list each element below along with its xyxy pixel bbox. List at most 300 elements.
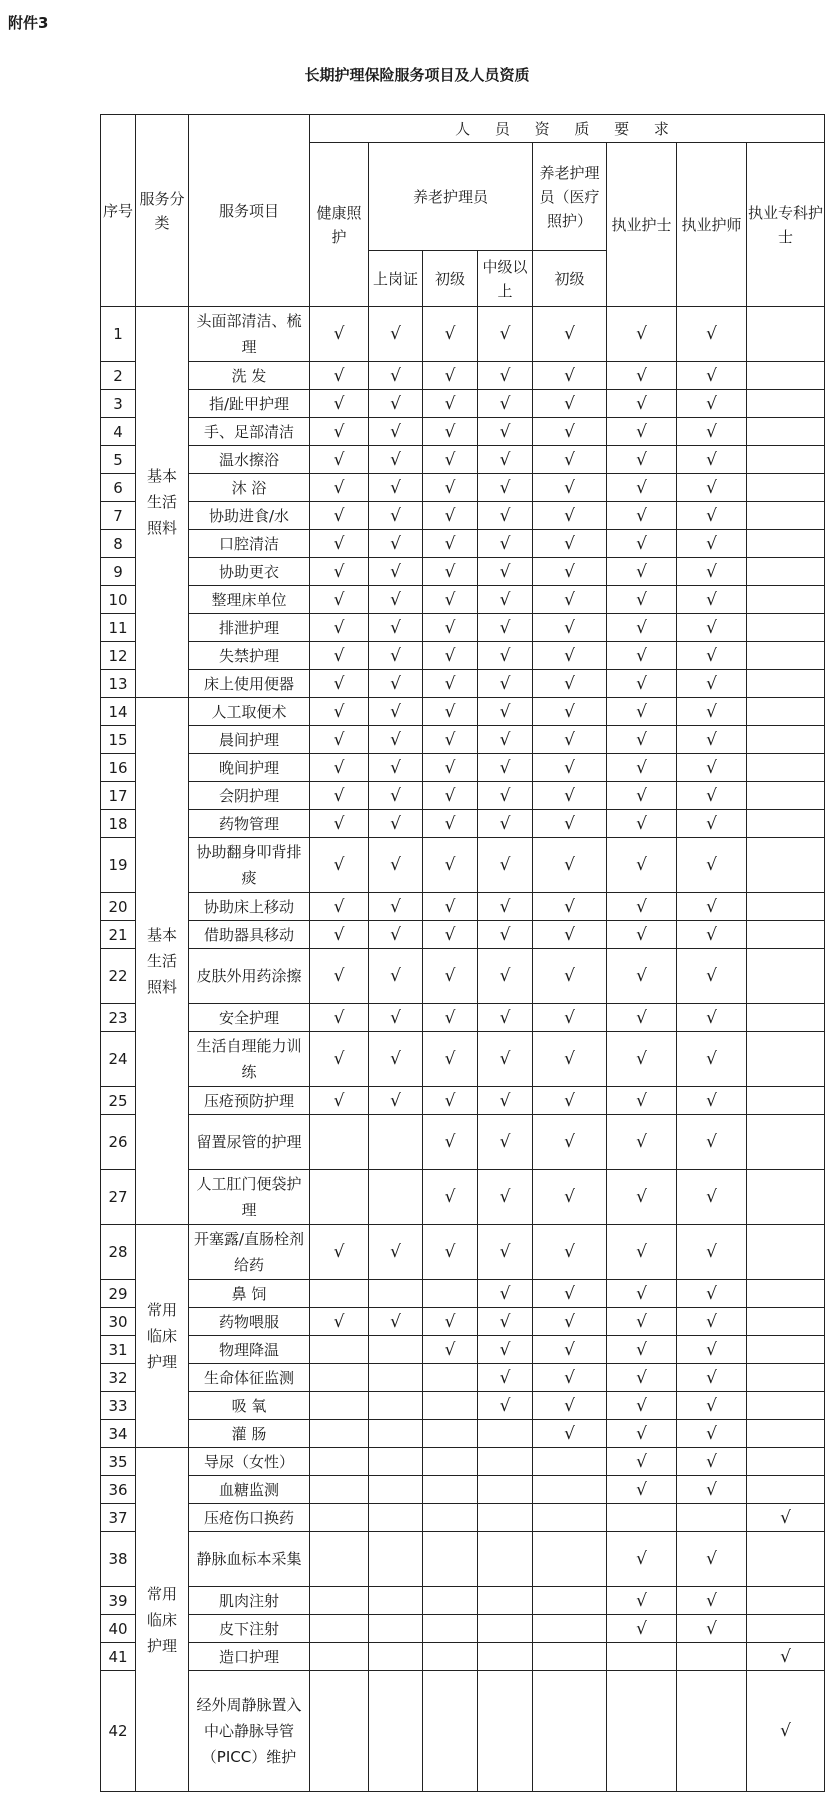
check-mark-icon: √ [564, 966, 575, 986]
qualification-cell [607, 1115, 677, 1170]
check-mark-icon: √ [636, 365, 647, 386]
row-number: 31 [101, 1336, 136, 1364]
qualification-cell [533, 1225, 607, 1280]
service-item: 借助器具移动 [189, 921, 310, 949]
qualification-cell [310, 1671, 369, 1792]
qualification-cell [607, 362, 677, 390]
qualification-cell [533, 1364, 607, 1392]
row-number: 24 [101, 1032, 136, 1087]
table-row [101, 1615, 825, 1643]
attachment-label: 附件3 [8, 14, 49, 32]
service-item: 沐 浴 [189, 474, 310, 502]
qualification-cell [607, 1420, 677, 1448]
check-mark-icon: √ [636, 673, 647, 694]
check-mark-icon: √ [499, 673, 511, 694]
check-mark-icon: √ [636, 966, 647, 986]
qualification-cell [478, 1225, 533, 1280]
qualification-cell [369, 1280, 423, 1308]
qualification-cell [423, 1448, 478, 1476]
table-row [101, 1448, 825, 1476]
qualification-cell [533, 921, 607, 949]
header-seq: 序号 [101, 115, 136, 307]
check-mark-icon: √ [499, 1090, 511, 1111]
check-mark-icon: √ [444, 449, 456, 470]
category-cell: 常用临床护理 [136, 1448, 189, 1792]
check-mark-icon: √ [499, 449, 511, 470]
qualification-cell [310, 1280, 369, 1308]
service-item: 静脉血标本采集 [189, 1532, 310, 1587]
check-mark-icon: √ [636, 561, 647, 582]
check-mark-icon: √ [444, 1242, 456, 1262]
qualification-cell [747, 1032, 825, 1087]
check-mark-icon: √ [636, 729, 647, 750]
check-mark-icon: √ [636, 785, 647, 806]
qualification-cell [423, 949, 478, 1004]
check-mark-icon: √ [444, 1132, 456, 1152]
qualification-cell [423, 1280, 478, 1308]
table-row [101, 1587, 825, 1615]
check-mark-icon: √ [706, 1423, 717, 1444]
qualification-cell [423, 614, 478, 642]
check-mark-icon: √ [333, 1311, 345, 1332]
qualification-cell [478, 1032, 533, 1087]
qualification-cell [423, 1420, 478, 1448]
qualification-cell [607, 670, 677, 698]
service-item: 压疮伤口换药 [189, 1504, 310, 1532]
table-row [101, 1532, 825, 1587]
service-item: 晚间护理 [189, 754, 310, 782]
qualification-cell [677, 754, 747, 782]
qualification-cell [607, 530, 677, 558]
qualification-cell [747, 530, 825, 558]
qualification-cell [747, 1392, 825, 1420]
qualification-cell [747, 418, 825, 446]
service-item: 造口护理 [189, 1643, 310, 1671]
qualification-cell [478, 558, 533, 586]
check-mark-icon: √ [390, 896, 401, 917]
qualification-cell [747, 1671, 825, 1792]
qualification-cell [369, 1170, 423, 1225]
qualification-cell [533, 307, 607, 362]
row-number: 30 [101, 1308, 136, 1336]
qualification-cell [677, 782, 747, 810]
qualification-cell [310, 1170, 369, 1225]
check-mark-icon: √ [706, 1367, 717, 1388]
check-mark-icon: √ [390, 421, 401, 442]
header-requirements: 人 员 资 质 要 求 [310, 115, 825, 143]
qualification-cell [478, 670, 533, 698]
qualification-cell [369, 614, 423, 642]
qualification-cell [607, 1587, 677, 1615]
check-mark-icon: √ [636, 1187, 647, 1207]
qualification-cell [677, 1225, 747, 1280]
qualification-cell [607, 949, 677, 1004]
row-number: 4 [101, 418, 136, 446]
qualification-cell [369, 838, 423, 893]
check-mark-icon: √ [564, 365, 575, 386]
qualification-cell [369, 1615, 423, 1643]
qualification-cell [747, 838, 825, 893]
qualification-cell [423, 642, 478, 670]
check-mark-icon: √ [564, 1367, 575, 1388]
check-mark-icon: √ [444, 757, 456, 778]
check-mark-icon: √ [499, 855, 511, 875]
check-mark-icon: √ [780, 1721, 791, 1741]
qualification-cell [677, 1671, 747, 1792]
service-item: 人工肛门便袋护理 [189, 1170, 310, 1225]
service-item: 药物喂服 [189, 1308, 310, 1336]
check-mark-icon: √ [444, 589, 456, 610]
check-mark-icon: √ [444, 785, 456, 806]
check-mark-icon: √ [564, 1187, 575, 1207]
qualification-cell [533, 362, 607, 390]
check-mark-icon: √ [499, 477, 511, 498]
qualification-cell [607, 614, 677, 642]
qualification-cell [677, 893, 747, 921]
qualification-cell [310, 1615, 369, 1643]
check-mark-icon: √ [706, 617, 717, 638]
header-practicing-nurse: 执业护士 [607, 143, 677, 307]
qualification-cell [310, 1225, 369, 1280]
check-mark-icon: √ [499, 505, 511, 526]
check-mark-icon: √ [333, 1242, 345, 1262]
header-item: 服务项目 [189, 115, 310, 307]
check-mark-icon: √ [333, 393, 345, 414]
check-mark-icon: √ [706, 1242, 717, 1262]
qualification-cell [423, 754, 478, 782]
qualification-cell [478, 1420, 533, 1448]
qualification-cell [747, 810, 825, 838]
service-item: 安全护理 [189, 1004, 310, 1032]
check-mark-icon: √ [706, 365, 717, 386]
check-mark-icon: √ [444, 1049, 456, 1069]
qualification-cell [747, 1170, 825, 1225]
check-mark-icon: √ [706, 505, 717, 526]
check-mark-icon: √ [499, 757, 511, 778]
qualification-cell [677, 670, 747, 698]
qualification-cell [607, 893, 677, 921]
qualification-cell [747, 726, 825, 754]
qualification-cell [310, 698, 369, 726]
qualification-cell [533, 838, 607, 893]
check-mark-icon: √ [636, 1395, 647, 1416]
qualification-cell [607, 446, 677, 474]
check-mark-icon: √ [333, 896, 345, 917]
check-mark-icon: √ [564, 1283, 575, 1304]
qualification-cell [533, 530, 607, 558]
check-mark-icon: √ [564, 645, 575, 666]
qualification-cell [747, 1308, 825, 1336]
service-item: 手、足部清洁 [189, 418, 310, 446]
service-item: 皮下注射 [189, 1615, 310, 1643]
check-mark-icon: √ [390, 966, 401, 986]
service-item: 留置尿管的护理 [189, 1115, 310, 1170]
check-mark-icon: √ [333, 505, 345, 526]
table-row [101, 754, 825, 782]
check-mark-icon: √ [333, 729, 345, 750]
check-mark-icon: √ [499, 1395, 511, 1416]
service-item: 导尿（女性） [189, 1448, 310, 1476]
qualification-cell [478, 726, 533, 754]
check-mark-icon: √ [333, 966, 345, 986]
qualification-cell [533, 1032, 607, 1087]
check-mark-icon: √ [706, 421, 717, 442]
qualification-cell [747, 1532, 825, 1587]
check-mark-icon: √ [333, 785, 345, 806]
check-mark-icon: √ [333, 1090, 345, 1111]
check-mark-icon: √ [636, 1007, 647, 1028]
qualification-cell [369, 726, 423, 754]
qualification-cell [607, 810, 677, 838]
service-item: 鼻 饲 [189, 1280, 310, 1308]
qualification-cell [423, 1504, 478, 1532]
qualification-cell [310, 1115, 369, 1170]
row-number: 38 [101, 1532, 136, 1587]
check-mark-icon: √ [706, 561, 717, 582]
qualification-cell [533, 1448, 607, 1476]
table-row [101, 502, 825, 530]
qualification-cell [677, 1476, 747, 1504]
check-mark-icon: √ [390, 673, 401, 694]
qualification-cell [533, 1087, 607, 1115]
check-mark-icon: √ [706, 729, 717, 750]
check-mark-icon: √ [444, 855, 456, 875]
check-mark-icon: √ [636, 505, 647, 526]
qualification-cell [478, 1308, 533, 1336]
header-health-care-aide: 健康照护 [310, 143, 369, 307]
qualification-cell [607, 642, 677, 670]
check-mark-icon: √ [564, 673, 575, 694]
check-mark-icon: √ [444, 813, 456, 834]
category-cell: 基本生活照料 [136, 307, 189, 698]
qualification-cell [747, 558, 825, 586]
table-row [101, 446, 825, 474]
check-mark-icon: √ [564, 1423, 575, 1444]
qualification-cell [478, 1115, 533, 1170]
qualification-cell [423, 1364, 478, 1392]
check-mark-icon: √ [636, 757, 647, 778]
qualification-cell [423, 921, 478, 949]
check-mark-icon: √ [706, 1007, 717, 1028]
qualification-cell [677, 446, 747, 474]
check-mark-icon: √ [564, 1007, 575, 1028]
check-mark-icon: √ [564, 617, 575, 638]
check-mark-icon: √ [390, 645, 401, 666]
qualification-cell [607, 921, 677, 949]
qualification-cell [533, 390, 607, 418]
check-mark-icon: √ [390, 393, 401, 414]
check-mark-icon: √ [390, 449, 401, 470]
qualification-cell [369, 698, 423, 726]
check-mark-icon: √ [333, 757, 345, 778]
qualification-cell [533, 474, 607, 502]
service-item: 整理床单位 [189, 586, 310, 614]
qualification-cell [369, 362, 423, 390]
check-mark-icon: √ [636, 1451, 647, 1472]
check-mark-icon: √ [499, 966, 511, 986]
row-number: 42 [101, 1671, 136, 1792]
check-mark-icon: √ [390, 757, 401, 778]
qualification-cell [747, 1615, 825, 1643]
check-mark-icon: √ [333, 855, 345, 875]
qualification-cell [533, 1004, 607, 1032]
check-mark-icon: √ [564, 729, 575, 750]
qualification-cell [423, 1115, 478, 1170]
qualification-cell [423, 586, 478, 614]
qualification-cell [607, 1504, 677, 1532]
qualification-cell [423, 1225, 478, 1280]
qualification-cell [423, 530, 478, 558]
service-item: 生活自理能力训练 [189, 1032, 310, 1087]
row-number: 1 [101, 307, 136, 362]
check-mark-icon: √ [499, 324, 511, 344]
qualification-cell [369, 1364, 423, 1392]
qualification-cell [423, 390, 478, 418]
qualification-cell [607, 474, 677, 502]
qualification-cell [607, 1671, 677, 1792]
qualification-cell [747, 1476, 825, 1504]
check-mark-icon: √ [333, 813, 345, 834]
check-mark-icon: √ [706, 1451, 717, 1472]
check-mark-icon: √ [499, 365, 511, 386]
row-number: 9 [101, 558, 136, 586]
table-row [101, 1115, 825, 1170]
check-mark-icon: √ [564, 589, 575, 610]
check-mark-icon: √ [706, 896, 717, 917]
qualification-cell [607, 754, 677, 782]
table-row [101, 642, 825, 670]
table-row [101, 614, 825, 642]
row-number: 17 [101, 782, 136, 810]
qualification-cell [677, 1504, 747, 1532]
qualification-cell [677, 1170, 747, 1225]
check-mark-icon: √ [636, 1049, 647, 1069]
row-number: 36 [101, 1476, 136, 1504]
qualification-cell [747, 1504, 825, 1532]
check-mark-icon: √ [636, 1590, 647, 1611]
qualification-cell [607, 502, 677, 530]
qualification-cell [533, 642, 607, 670]
qualification-cell [478, 949, 533, 1004]
service-item: 头面部清洁、梳理 [189, 307, 310, 362]
check-mark-icon: √ [499, 1132, 511, 1152]
check-mark-icon: √ [636, 1549, 647, 1569]
header-specialist-nurse: 执业专科护士 [747, 143, 825, 307]
table-row [101, 1671, 825, 1792]
row-number: 28 [101, 1225, 136, 1280]
qualification-cell [533, 614, 607, 642]
qualification-cell [533, 558, 607, 586]
qualification-cell [310, 307, 369, 362]
qualification-cell [369, 1225, 423, 1280]
row-number: 12 [101, 642, 136, 670]
qualification-cell [478, 1643, 533, 1671]
check-mark-icon: √ [390, 855, 401, 875]
check-mark-icon: √ [564, 1132, 575, 1152]
service-item: 指/趾甲护理 [189, 390, 310, 418]
qualification-cell [423, 1587, 478, 1615]
check-mark-icon: √ [564, 421, 575, 442]
qualification-cell [369, 754, 423, 782]
check-mark-icon: √ [564, 924, 575, 945]
qualification-cell [369, 1532, 423, 1587]
qualification-cell [310, 670, 369, 698]
check-mark-icon: √ [636, 449, 647, 470]
check-mark-icon: √ [444, 617, 456, 638]
check-mark-icon: √ [636, 1339, 647, 1360]
check-mark-icon: √ [499, 729, 511, 750]
service-item: 洗 发 [189, 362, 310, 390]
check-mark-icon: √ [636, 1423, 647, 1444]
qualification-cell [607, 1032, 677, 1087]
qualification-cell [478, 1170, 533, 1225]
check-mark-icon: √ [706, 1339, 717, 1360]
check-mark-icon: √ [636, 1283, 647, 1304]
qualification-cell [478, 1504, 533, 1532]
header-sub-junior-medical: 初级 [533, 251, 607, 307]
check-mark-icon: √ [499, 1367, 511, 1388]
check-mark-icon: √ [499, 561, 511, 582]
qualification-cell [607, 1615, 677, 1643]
table-row [101, 418, 825, 446]
check-mark-icon: √ [564, 1339, 575, 1360]
check-mark-icon: √ [390, 1007, 401, 1028]
qualification-cell [533, 1587, 607, 1615]
document-title: 长期护理保险服务项目及人员资质 [304, 66, 530, 84]
qualification-cell [423, 1336, 478, 1364]
check-mark-icon: √ [390, 561, 401, 582]
qualification-cell [747, 1643, 825, 1671]
qualification-cell [747, 921, 825, 949]
qualification-cell [533, 782, 607, 810]
qualification-cell [747, 1420, 825, 1448]
qualification-cell [369, 530, 423, 558]
qualification-cell [478, 893, 533, 921]
qualification-cell [369, 642, 423, 670]
row-number: 6 [101, 474, 136, 502]
check-mark-icon: √ [390, 1311, 401, 1332]
qualification-cell [747, 642, 825, 670]
service-item: 人工取便术 [189, 698, 310, 726]
qualification-cell [369, 810, 423, 838]
row-number: 18 [101, 810, 136, 838]
qualification-cell [369, 893, 423, 921]
qualification-cell [607, 1087, 677, 1115]
check-mark-icon: √ [444, 1187, 456, 1207]
qualification-cell [533, 1615, 607, 1643]
row-number: 8 [101, 530, 136, 558]
qualification-cell [478, 1087, 533, 1115]
qualification-cell [478, 390, 533, 418]
header-practicing-nurse-practitioner: 执业护师 [677, 143, 747, 307]
check-mark-icon: √ [390, 324, 401, 344]
qualification-cell [747, 474, 825, 502]
check-mark-icon: √ [390, 924, 401, 945]
qualification-cell [677, 921, 747, 949]
table-row [101, 474, 825, 502]
check-mark-icon: √ [706, 449, 717, 470]
check-mark-icon: √ [636, 855, 647, 875]
qualification-cell [310, 1308, 369, 1336]
service-item: 温水擦浴 [189, 446, 310, 474]
category-cell: 基本生活照料 [136, 698, 189, 1225]
qualification-cell [607, 698, 677, 726]
qualification-cell [478, 1336, 533, 1364]
qualification-cell [677, 586, 747, 614]
qualification-cell [369, 446, 423, 474]
qualification-cell [423, 1532, 478, 1587]
check-mark-icon: √ [706, 589, 717, 610]
